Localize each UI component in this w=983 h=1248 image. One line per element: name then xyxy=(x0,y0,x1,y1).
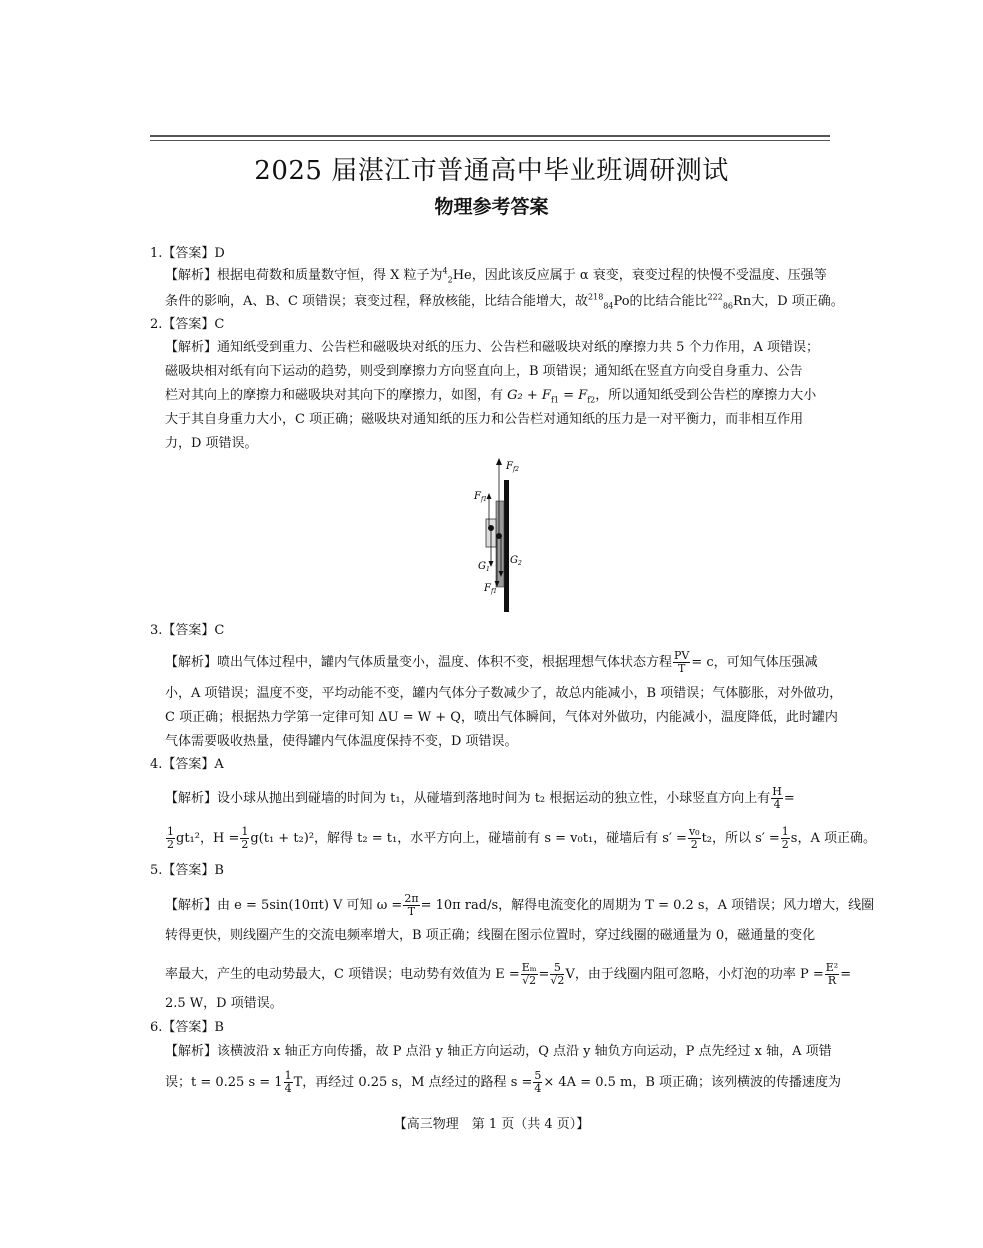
q2-answer: 2.【答案】C xyxy=(150,317,225,332)
q6-analysis-line2: 误；t = 0.25 s = 1 $\frac{1}{4}$ T，再经过 0.25 s，M 点经过的路程 s = $\frac{5}{4}$ × 4A = 0.5 m，B 项正确；该列横波的传播速度为 xyxy=(165,1069,842,1095)
header-rule-thin xyxy=(150,140,830,141)
label-g2: $G_2$ xyxy=(510,555,522,567)
q1-analysis-line2: 条件的影响，A、B、C 项错误；衰变过程，释放核能，比结合能增大，故$^{218}_{84}$Po的比结合能比$^{222}_{86}$Rn大，D 项正确。 xyxy=(165,292,844,311)
force-diagram xyxy=(460,455,540,615)
arrow-ff2 xyxy=(496,458,502,465)
label-g1: $G_1$ xyxy=(478,561,490,573)
page-title: 2025 届湛江市普通高中毕业班调研测试 xyxy=(254,156,729,186)
q4-answer: 4.【答案】A xyxy=(150,757,224,772)
q3-analysis-line3: C 项正确；根据热力学第一定律可知 ΔU = W + Q，喷出气体瞬间，气体对外做功，内能减小，温度降低，此时罐内 xyxy=(165,710,838,725)
label-ff2: $F_{f2}$ xyxy=(506,461,519,473)
q3-analysis-line2: 小，A 项错误；温度不变，平均动能不变，罐内气体分子数减少了，故总内能减小，B 项错误；气体膨胀，对外做功， xyxy=(165,686,843,701)
q2-analysis-line1: 【解析】通知纸受到重力、公告栏和磁吸块对纸的压力、公告栏和磁吸块对纸的摩擦力共 5 个力作用，A 项错误； xyxy=(165,340,820,355)
q2-analysis-line5: 力，D 项错误。 xyxy=(165,436,258,451)
q1-analysis-line1: 【解析】根据电荷数和质量数守恒，得 X 粒子为$^4_2$He，因此该反应属于 α 衰变，衰变过程的快慢不受温度、压强等 xyxy=(165,266,827,285)
q3-analysis-line4: 气体需要吸收热量，使得罐内气体温度保持不变，D 项错误。 xyxy=(165,734,518,749)
q1-answer: 1.【答案】D xyxy=(150,246,225,261)
header-rule-thick xyxy=(150,135,830,137)
q2-analysis-line3: 栏对其向上的摩擦力和磁吸块对其向下的摩擦力，如图，有 $G_2 + F_{f1} = F_{f2}$，所以通知纸受到公告栏的摩擦力大小 xyxy=(165,388,817,405)
q3-answer: 3.【答案】C xyxy=(150,623,225,638)
q2-analysis-line4: 大于其自身重力大小，C 项正确；磁吸块对通知纸的压力和公告栏对通知纸的压力是一对平衡力，而非相互作用 xyxy=(165,412,804,427)
page-footer: 【高三物理 第 1 页（共 4 页）】 xyxy=(393,1117,590,1132)
q4-analysis-line1: 【解析】设小球从抛出到碰墙的时间为 t₁，从碰墙到落地时间为 t₂ 根据运动的独立性，小球竖直方向上有 $\frac{H}{4}$ = xyxy=(165,785,795,811)
q6-analysis-line1: 【解析】该横波沿 x 轴正方向传播，故 P 点沿 y 轴正方向运动，Q 点沿 y 轴负方向运动，P 点先经过 x 轴，A 项错 xyxy=(165,1044,832,1059)
q5-analysis-line3: 率最大，产生的电动势最大，C 项错误；电动势有效值为 E = $\frac{\text{Eₘ}}{√2}$ = $\frac{5}{√2}$ V，由于线圈内阻可忽略，小灯泡的功率 P = $\frac{\text{E²}}{R}$ = xyxy=(165,961,852,987)
q5-analysis-line2: 转得更快，则线圈产生的交流电频率增大，B 项正确；线圈在图示位置时，穿过线圈的磁通量为 0，磁通量的变化 xyxy=(165,928,816,943)
label-ff1-top: $F_{f1}$ xyxy=(474,491,487,503)
q3-analysis-line1: 【解析】喷出气体过程中，罐内气体质量变小，温度、体积不变，根据理想气体状态方程 $\frac{PV}{T}$ = c，可知气体压强减 xyxy=(165,649,818,675)
q6-answer: 6.【答案】B xyxy=(150,1020,224,1035)
arrow-ff1-up xyxy=(487,493,492,499)
q5-analysis-line1: 【解析】由 e = 5sin(10πt) V 可知 ω = $\frac{2\pi}{T}$ = 10π rad/s，解得电流变化的周期为 T = 0.2 s，A 项错误；风力增大，线圈 xyxy=(165,892,875,918)
q2-analysis-line2: 磁吸块相对纸有向下运动的趋势，则受到摩擦力方向竖直向上，B 项错误；通知纸在竖直方向受自身重力、公告 xyxy=(165,364,803,379)
bulletin-board xyxy=(504,480,509,612)
q4-analysis-line2: $\frac{1}{2}$ gt₁²，H = $\frac{1}{2}$ g(t₁ + t₂)²，解得 t₂ = t₁，水平方向上，碰墙前有 s = v₀t₁，碰墙后有 s′ = $\frac{\text{v₀}}{2}$ t₂，所以 s′ = $\frac{1}{2}$ s，A 项正确。 xyxy=(167,825,876,851)
q5-analysis-line4: 2.5 W，D 项错误。 xyxy=(165,996,283,1011)
label-ff1-bottom: $F_{f1}$ xyxy=(484,583,497,595)
q5-answer: 5.【答案】B xyxy=(150,863,224,878)
page-subtitle: 物理参考答案 xyxy=(434,196,549,218)
